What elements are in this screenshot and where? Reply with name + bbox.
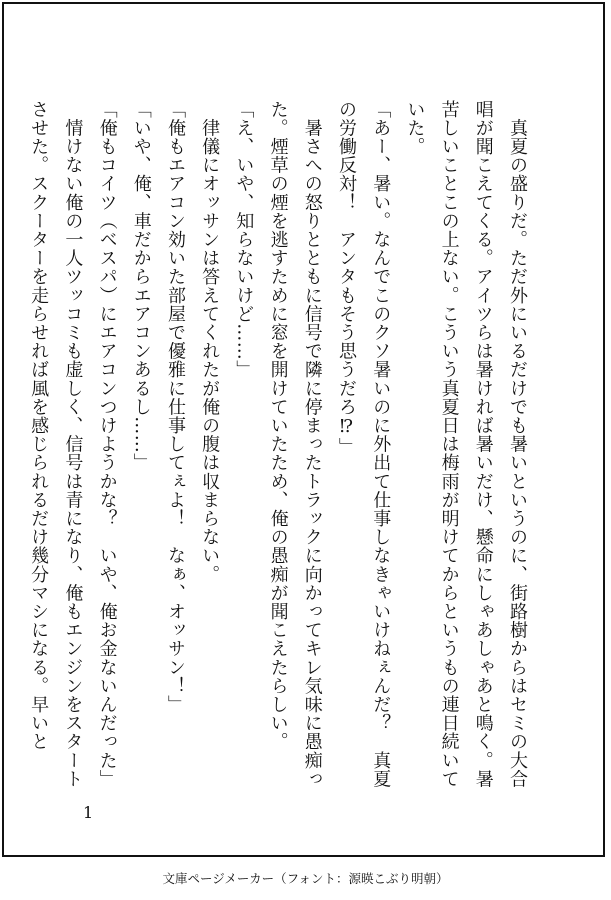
- paragraph: 暑さへの怒りとともに信号で隣に停まったトラックに向かってキレ気味に愚痴った。煙草の煙を逃すために窓を開けていたため、俺の愚痴が聞こえたらしい。: [267, 100, 323, 789]
- paragraph: 「あー、暑い。なんでこのクソ暑いのに外出て仕事しなきゃいけねぇんだ？ 真夏の労働反対！ アンタもそう思うだろ⁉」: [335, 100, 392, 789]
- paragraph: 「いや、俺、車だからエアコンあるし……」: [130, 100, 152, 472]
- page-number: 1: [83, 803, 94, 822]
- paragraph: 情けない俺の一人ツッコミも虚しく、信号は青になり、俺もエンジンをスタートさせた。スクーターを走らせれば風を感じられるだけ幾分マシになる。早いと: [28, 100, 84, 789]
- paragraph: 律儀にオッサンは答えてくれたが俺の腹は収まらない。: [199, 100, 221, 584]
- paragraph: 「俺もエアコン効いた部屋で優雅に仕事してぇよ！ なぁ、オッサン！」: [164, 100, 186, 714]
- paragraph: 「俺もコイツ（ベスパ）にエアコンつけようかな？ いや、俺お金ないんだった」: [96, 100, 118, 789]
- book-page: [2, 2, 605, 857]
- footer-caption: 文庫ページメーカー（フォント：源暎こぶり明朝）: [162, 871, 449, 886]
- vertical-body-text: [21, 100, 534, 790]
- paragraph: 「え、いや、知らないけど……」: [233, 100, 255, 379]
- paragraph: 真夏の盛りだ。ただ外にいるだけでも暑いというのに、街路樹からはセミの大合唱が聞こえてくる。アイツらは暑ければ暑いだけ、懸命にしゃあしゃあと鳴く。暑苦しいことこの上ない。こういう真夏日は梅雨が明けてからというもの連日続いていた。: [404, 100, 528, 789]
